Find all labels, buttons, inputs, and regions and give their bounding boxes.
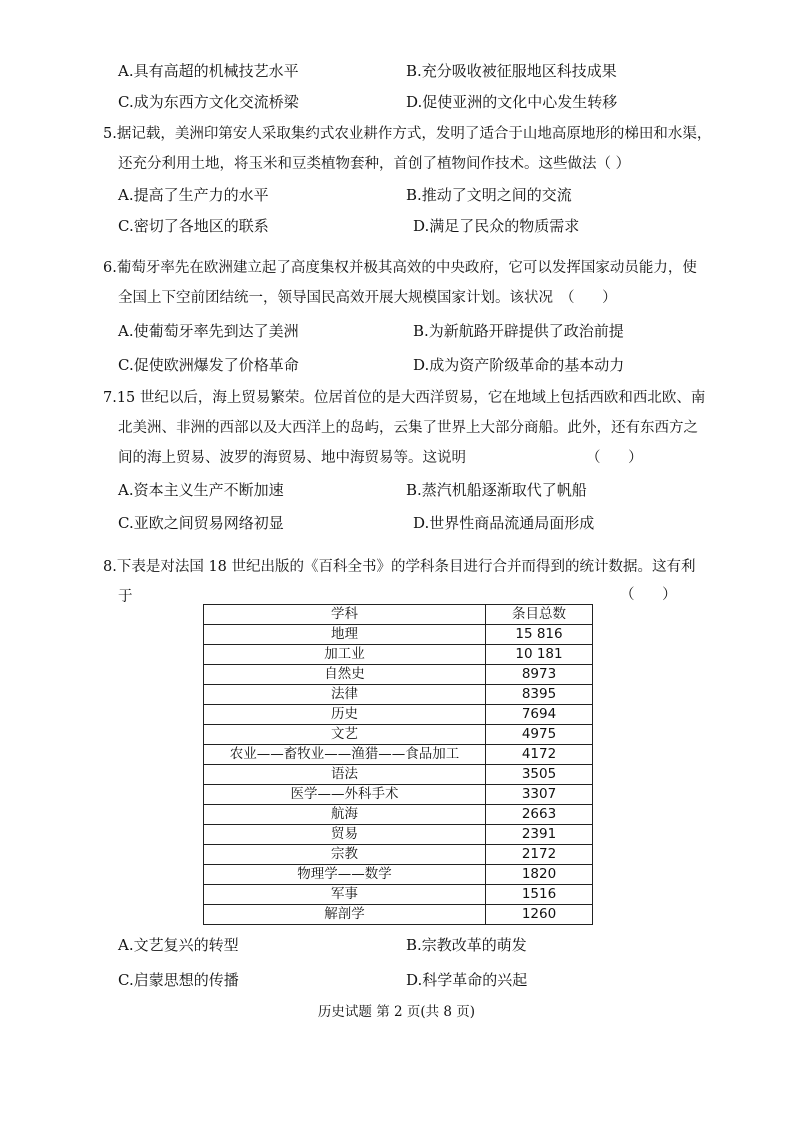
table-cell-subject: 航海 [204, 805, 486, 825]
q4-option-d: D.促使亚洲的文化中心发生转移 [406, 93, 618, 111]
q8-option-b: B.宗教改革的萌发 [406, 936, 527, 954]
table-row [204, 805, 593, 825]
table-row [204, 685, 593, 705]
table-row [204, 865, 593, 885]
q4-option-b: B.充分吸收被征服地区科技成果 [406, 62, 617, 80]
q8-stem-line-2: 于 [118, 589, 133, 605]
table-row [204, 645, 593, 665]
q5-option-d: D.满足了民众的物质需求 [413, 217, 580, 235]
table-row [204, 745, 593, 765]
q8-option-c: C.启蒙思想的传播 [118, 971, 239, 989]
q7-option-d: D.世界性商品流通局面形成 [413, 514, 595, 532]
q4-option-c: C.成为东西方文化交流桥梁 [118, 93, 299, 111]
table-cell-count: 15 816 [486, 625, 593, 645]
table-row [204, 625, 593, 645]
q7-stem-line-2: 北美洲、非洲的西部以及大西洋上的岛屿，云集了世界上大部分商船。此外，还有东西方之 [118, 420, 698, 436]
table-row [204, 725, 593, 745]
q5-option-a: A.提高了生产力的水平 [118, 186, 269, 204]
table-cell-subject: 贸易 [204, 825, 486, 845]
q7-option-a: A.资本主义生产不断加速 [118, 481, 284, 499]
q5-option-c: C.密切了各地区的联系 [118, 217, 269, 235]
table-cell-subject: 农业——畜牧业——渔猎——食品加工 [204, 745, 486, 765]
q7-option-b: B.蒸汽机船逐渐取代了帆船 [406, 481, 587, 499]
q8-option-d: D.科学革命的兴起 [406, 971, 528, 989]
table-cell-subject: 宗教 [204, 845, 486, 865]
q7-stem-line-3: 间的海上贸易、波罗的海贸易、地中海贸易等。这说明 [118, 450, 466, 466]
table-row [204, 705, 593, 725]
table-cell-subject: 地理 [204, 625, 486, 645]
table-row [204, 905, 593, 925]
q6-option-c: C.促使欧洲爆发了价格革命 [118, 356, 299, 374]
table-cell-subject: 军事 [204, 885, 486, 905]
table-cell-count: 3307 [486, 785, 593, 805]
table-cell-count: 10 181 [486, 645, 593, 665]
table-cell-count: 1516 [486, 885, 593, 905]
table-row [204, 765, 593, 785]
table-cell-count: 1260 [486, 905, 593, 925]
table-row [204, 845, 593, 865]
table-cell-subject: 语法 [204, 765, 486, 785]
table-header-row [204, 605, 593, 625]
q8-option-a: A.文艺复兴的转型 [118, 936, 239, 954]
table-cell-count: 2663 [486, 805, 593, 825]
table-cell-subject: 加工业 [204, 645, 486, 665]
q8-answer-paren: （ ） [620, 587, 677, 603]
table-row [204, 825, 593, 845]
table-cell-count: 7694 [486, 705, 593, 725]
table-cell-count: 3505 [486, 765, 593, 785]
page-footer: 历史试题 第 2 页(共 8 页) [317, 1004, 476, 1020]
q6-stem-line-1: 6.葡萄牙率先在欧洲建立起了高度集权并极其高效的中央政府，它可以发挥国家动员能力，使 [103, 260, 697, 276]
table-cell-count: 4975 [486, 725, 593, 745]
table-cell-subject: 法律 [204, 685, 486, 705]
table-row [204, 885, 593, 905]
table-cell-count: 2391 [486, 825, 593, 845]
q6-answer-paren: （ ） [560, 290, 617, 306]
table-row [204, 665, 593, 685]
table-cell-count: 4172 [486, 745, 593, 765]
q4-option-a: A.具有高超的机械技艺水平 [118, 62, 299, 80]
q5-stem-line-1: 5.据记载，美洲印第安人采取集约式农业耕作方式，发明了适合于山地高原地形的梯田和水渠， [103, 126, 712, 142]
table-header-subject: 学科 [204, 605, 486, 625]
table-cell-subject: 医学——外科手术 [204, 785, 486, 805]
q7-stem-line-1: 7.15 世纪以后，海上贸易繁荣。位居首位的是大西洋贸易，它在地域上包括西欧和西北欧、南 [103, 390, 706, 406]
q6-stem-line-2: 全国上下空前团结统一，领导国民高效开展大规模国家计划。该状况 [118, 290, 553, 306]
table-cell-count: 8973 [486, 665, 593, 685]
q6-option-b: B.为新航路开辟提供了政治前提 [413, 322, 624, 340]
q7-option-c: C.亚欧之间贸易网络初显 [118, 514, 284, 532]
table-cell-subject: 文艺 [204, 725, 486, 745]
table-cell-subject: 自然史 [204, 665, 486, 685]
q5-stem-line-2: 还充分利用土地，将玉米和豆类植物套种，首创了植物间作技术。这些做法（ ） [118, 156, 631, 172]
q5-option-b: B.推动了文明之间的交流 [406, 186, 572, 204]
table-cell-subject: 物理学——数学 [204, 865, 486, 885]
table-cell-count: 2172 [486, 845, 593, 865]
table-row [204, 785, 593, 805]
q8-stem-line-1: 8.下表是对法国 18 世纪出版的《百科全书》的学科条目进行合并而得到的统计数据。这有利 [103, 559, 696, 575]
table-header-count: 条目总数 [486, 605, 593, 625]
table-cell-subject: 解剖学 [204, 905, 486, 925]
encyclopedia-stats-table [203, 604, 593, 925]
q6-option-d: D.成为资产阶级革命的基本动力 [413, 356, 625, 374]
table-cell-count: 1820 [486, 865, 593, 885]
q7-answer-paren: （ ） [586, 450, 643, 466]
table-cell-subject: 历史 [204, 705, 486, 725]
q6-option-a: A.使葡萄牙率先到达了美洲 [118, 322, 299, 340]
table-cell-count: 8395 [486, 685, 593, 705]
